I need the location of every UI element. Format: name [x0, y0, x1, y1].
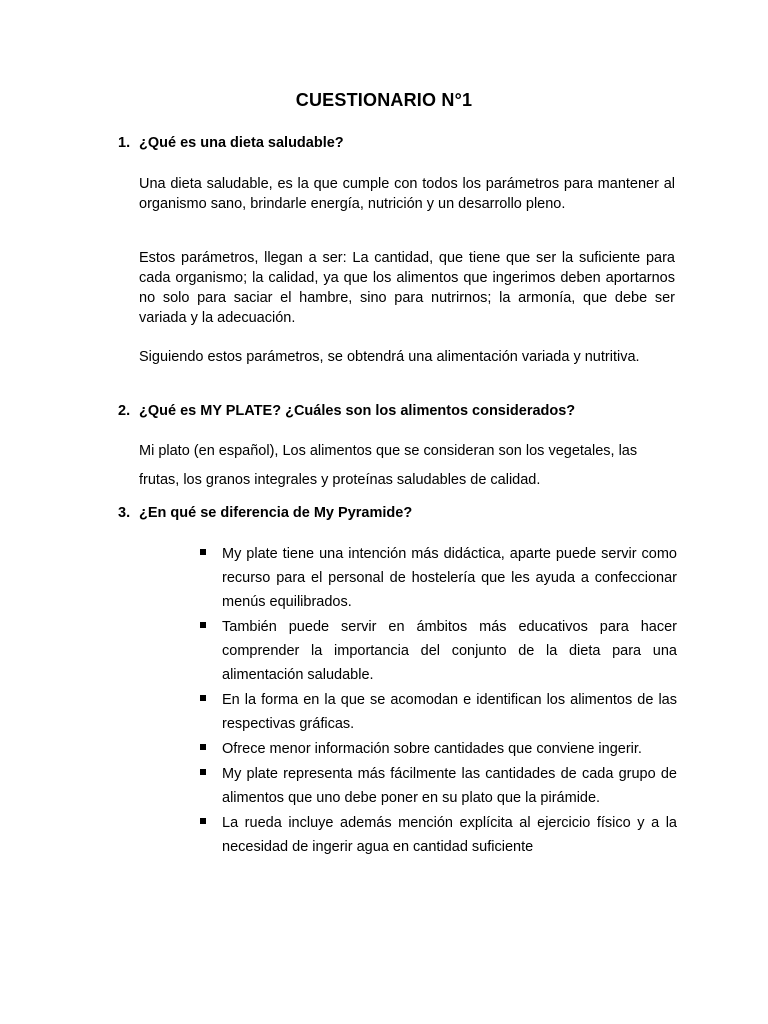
- list-item-text: La rueda incluye además mención explícita al ejercicio físico y a la necesidad de ingerir agua en cantidad suficiente: [222, 815, 677, 855]
- list-item-text: My plate representa más fácilmente las cantidades de cada grupo de alimentos que uno debe poner en su plato que la pirámide.: [222, 766, 677, 806]
- question-1-paragraph-3: Siguiendo estos parámetros, se obtendrá una alimentación variada y nutritiva.: [139, 349, 640, 365]
- list-item: [195, 615, 677, 687]
- question-text: ¿Qué es una dieta saludable?: [139, 135, 344, 151]
- question-3-heading: [118, 505, 678, 521]
- question-text: ¿Qué es MY PLATE? ¿Cuáles son los alimentos considerados?: [139, 403, 576, 419]
- square-bullet-icon: [200, 769, 206, 775]
- question-2-heading: [118, 403, 678, 419]
- question-number: 3.: [118, 505, 131, 521]
- question-1-paragraph-2: Estos parámetros, llegan a ser: La cantidad, que tiene que ser la suficiente para cada organismo; la calidad, ya que los alimentos que ingerimos deben aportarnos no solo para saciar el hambre, sino para nutrirnos; la armonía, que debe ser variada y la adecuación.: [139, 250, 675, 326]
- question-text: ¿En qué se diferencia de My Pyramide?: [139, 505, 413, 521]
- list-item-text: My plate tiene una intención más didáctica, aparte puede servir como recurso para el personal de hostelería que les ayuda a confeccionar menús equilibrados.: [222, 546, 677, 610]
- list-item-text: En la forma en la que se acomodan e identifican los alimentos de las respectivas gráficas.: [222, 692, 677, 732]
- list-item-text: También puede servir en ámbitos más educativos para hacer comprender la importancia del conjunto de la dieta para una alimentación saludable.: [222, 619, 677, 683]
- differences-list: [195, 542, 677, 860]
- list-item: [195, 811, 677, 859]
- question-1-heading: [118, 135, 678, 151]
- question-number: 2.: [118, 403, 131, 419]
- square-bullet-icon: [200, 744, 206, 750]
- list-item: [195, 762, 677, 810]
- list-item: [195, 688, 677, 736]
- square-bullet-icon: [200, 622, 206, 628]
- square-bullet-icon: [200, 818, 206, 824]
- list-item: [195, 737, 677, 761]
- list-item: [195, 542, 677, 614]
- question-2-paragraph-1: Mi plato (en español), Los alimentos que se consideran son los vegetales, las frutas, los granos integrales y proteínas saludables de calidad.: [139, 443, 638, 488]
- question-number: 1.: [118, 135, 131, 151]
- square-bullet-icon: [200, 695, 206, 701]
- question-1-paragraph-1: Una dieta saludable, es la que cumple con todos los parámetros para mantener al organismo sano, brindarle energía, nutrición y un desarrollo pleno.: [139, 176, 675, 212]
- list-item-text: Ofrece menor información sobre cantidades que conviene ingerir.: [222, 741, 642, 757]
- square-bullet-icon: [200, 549, 206, 555]
- page-title: CUESTIONARIO N°1: [295, 90, 473, 110]
